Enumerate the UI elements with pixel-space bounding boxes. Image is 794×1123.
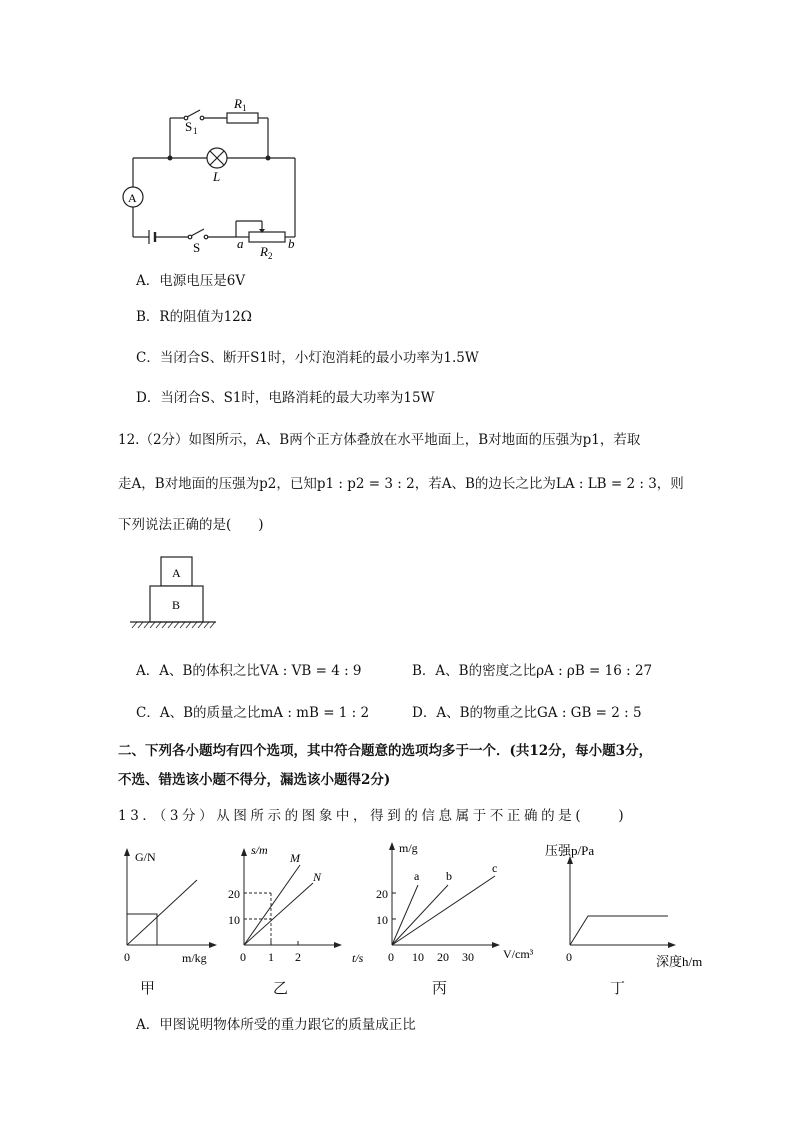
terminal-a-label: a bbox=[237, 236, 244, 251]
q11-option-d: D．当闭合S、S1时，电路消耗的最大功率为15W bbox=[136, 390, 435, 406]
yi-x-tick-2: 2 bbox=[295, 950, 301, 964]
bing-x-axis-label: V/cm³ bbox=[503, 947, 534, 961]
graph-yi bbox=[225, 838, 375, 970]
bing-x-tick-30: 30 bbox=[462, 950, 474, 964]
bing-line-c-label: c bbox=[492, 861, 498, 875]
yi-line-n-label: N bbox=[313, 870, 322, 884]
bing-origin-label: 0 bbox=[388, 950, 394, 964]
q12-option-b: B．A、B的密度之比ρA : ρB = 16 : 27 bbox=[412, 663, 653, 679]
yi-origin-label: 0 bbox=[240, 950, 246, 964]
r1-subscript: 1 bbox=[242, 103, 247, 113]
yi-x-tick-1: 1 bbox=[268, 950, 274, 964]
ding-y-axis-label: 压强p/Pa bbox=[545, 843, 595, 858]
s1-label: S bbox=[185, 119, 193, 134]
q11-option-c: C．当闭合S、断开S1时，小灯泡消耗的最小功率为1.5W bbox=[136, 350, 479, 366]
jia-origin-label: 0 bbox=[124, 950, 130, 964]
block-b-label: B bbox=[172, 598, 181, 612]
q12-stem-line2: 走A，B对地面的压强为p2，已知p1 : p2 = 3 : 2，若A、B的边长之比为LA : LB = 2 : 3，则 bbox=[118, 476, 684, 492]
section2-heading-line2: 不选、错选该小题不得分，漏选该小题得2分) bbox=[118, 772, 391, 788]
q12-stem-line1: 12.（2分）如图所示，A、B两个正方体叠放在水平地面上，B对地面的压强为p1，若取 bbox=[118, 432, 641, 448]
bing-line-a-label: a bbox=[414, 869, 420, 883]
graph-yi-caption: 乙 bbox=[273, 979, 289, 997]
q13-option-a: A．甲图说明物体所受的重力跟它的质量成正比 bbox=[136, 1017, 416, 1033]
bing-y-tick-20: 20 bbox=[376, 887, 388, 901]
graph-bing bbox=[370, 838, 545, 970]
lamp-label: L bbox=[213, 169, 221, 184]
jia-x-axis-label: m/kg bbox=[182, 951, 207, 965]
q13-stem: 13．（3分）从图所示的图象中，得到的信息属于不正确的是( ) bbox=[118, 808, 628, 824]
stacked-blocks-figure bbox=[128, 552, 220, 632]
bing-y-axis-label: m/g bbox=[399, 841, 418, 855]
q12-option-a: A．A、B的体积之比VA : VB = 4 : 9 bbox=[136, 663, 362, 679]
q12-stem-line3: 下列说法正确的是( ) bbox=[118, 517, 264, 533]
yi-x-axis-label: t/s bbox=[352, 951, 364, 965]
bing-line-b-label: b bbox=[446, 869, 452, 883]
terminal-b-label: b bbox=[288, 236, 295, 251]
q11-option-b: B．R的阻值为12Ω bbox=[136, 309, 252, 325]
yi-line-m-label: M bbox=[290, 851, 300, 865]
yi-y-axis-label: s/m bbox=[251, 843, 268, 857]
circuit-diagram bbox=[118, 92, 308, 264]
r2-label: R bbox=[260, 244, 268, 259]
graph-ding bbox=[540, 834, 715, 970]
jia-y-axis-label: G/N bbox=[135, 850, 156, 864]
block-a-label: A bbox=[172, 566, 181, 580]
yi-y-tick-20: 20 bbox=[228, 887, 240, 901]
graph-bing-caption: 丙 bbox=[432, 979, 448, 997]
graph-ding-caption: 丁 bbox=[610, 979, 626, 997]
switch-s-label: S bbox=[193, 240, 201, 255]
ammeter-label: A bbox=[128, 191, 137, 205]
s1-subscript: 1 bbox=[193, 126, 198, 136]
bing-x-tick-20: 20 bbox=[437, 950, 449, 964]
bing-x-tick-10: 10 bbox=[412, 950, 424, 964]
yi-y-tick-10: 10 bbox=[228, 913, 240, 927]
graph-jia bbox=[118, 838, 218, 970]
ding-x-axis-label: 深度h/m bbox=[656, 954, 703, 969]
r2-subscript: 2 bbox=[268, 251, 273, 261]
graph-jia-caption: 甲 bbox=[140, 979, 156, 997]
r1-label: R bbox=[234, 96, 242, 111]
ding-origin-label: 0 bbox=[566, 950, 572, 964]
q12-option-c: C．A、B的质量之比mA : mB = 1 : 2 bbox=[136, 705, 370, 721]
bing-y-tick-10: 10 bbox=[376, 913, 388, 927]
q12-option-d: D．A、B的物重之比GA : GB = 2 : 5 bbox=[412, 705, 642, 721]
q11-option-a: A．电源电压是6V bbox=[136, 273, 246, 289]
section2-heading-line1: 二、下列各小题均有四个选项，其中符合题意的选项均多于一个．(共12分，每小题3分， bbox=[118, 743, 653, 759]
